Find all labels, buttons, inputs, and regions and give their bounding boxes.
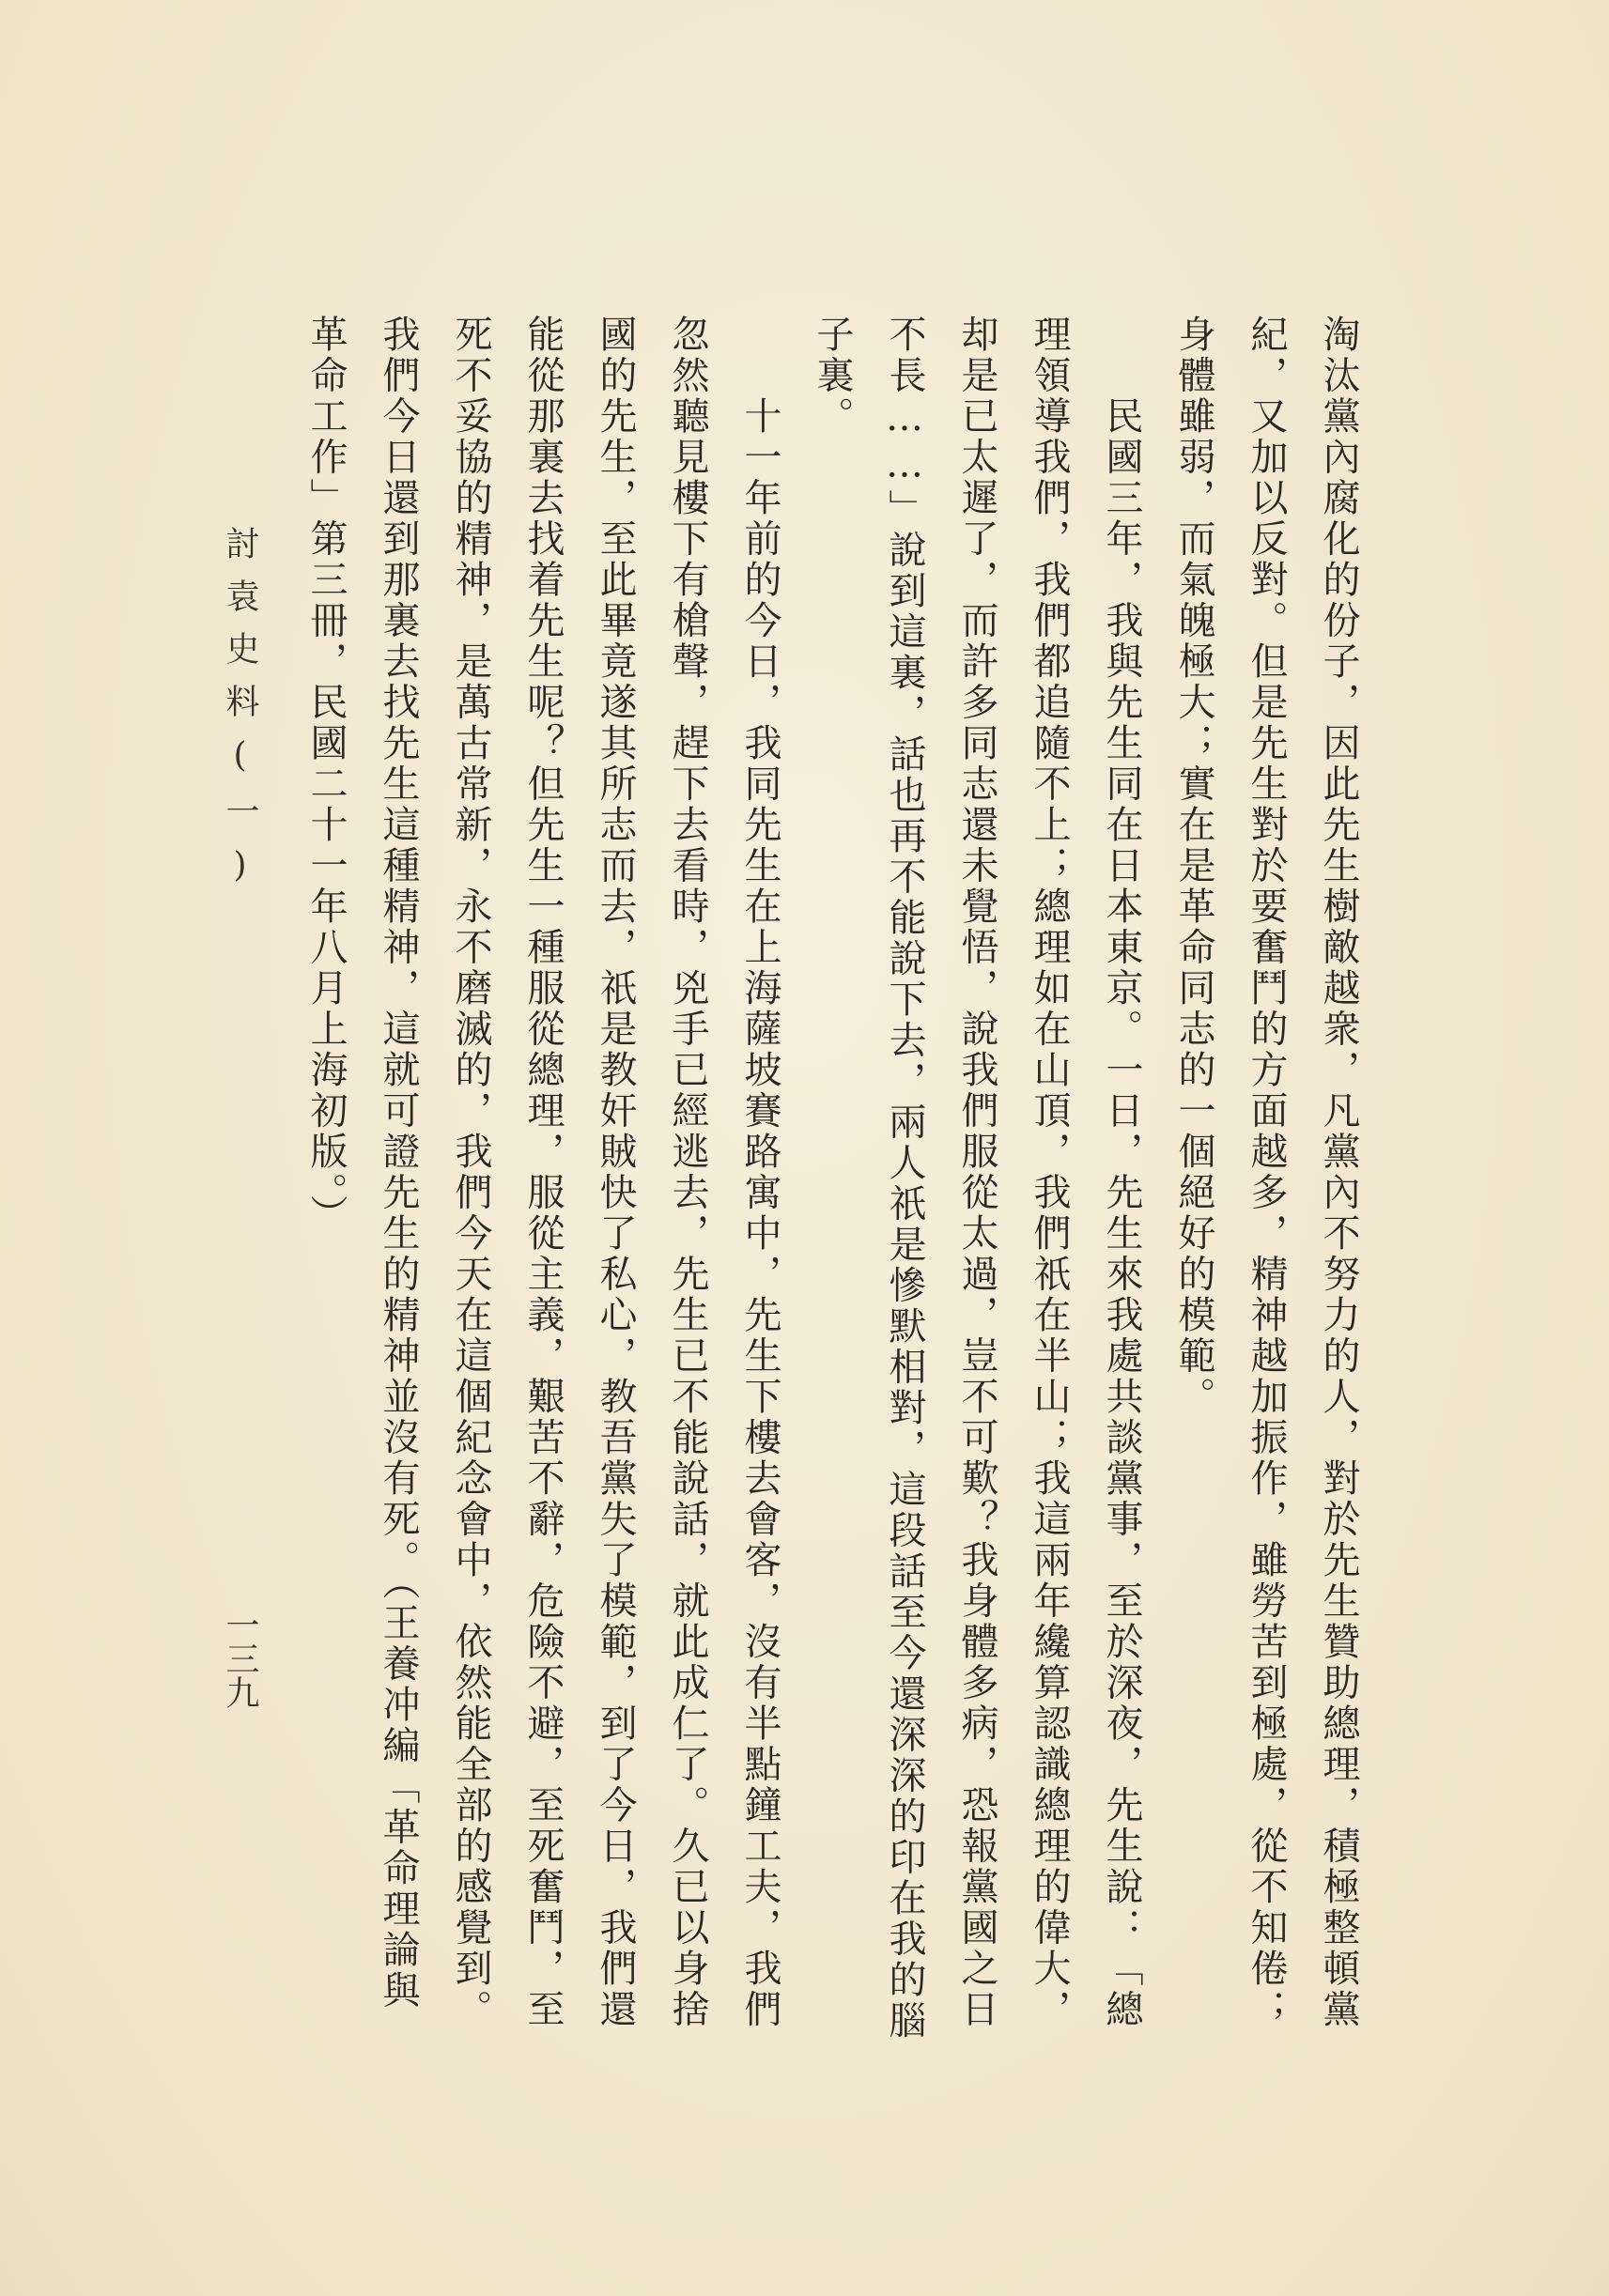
text-column-12: 能從那裏去找着先生呢？但先生一種服從總理，服從主義，艱苦不辭，危險不避，至死奮鬥，至 [521,315,565,2030]
text-column-8: 子裏。 [811,315,854,438]
page-number: 一三九 [221,1608,259,1709]
text-column-4-paragraph-start: 民國三年，我與先生同在日本東京。一日，先生來我處共談黨事，至於深夜，先生說：「總 [1100,396,1143,2030]
text-column-13: 死不妥協的精神，是萬古常新，永不磨滅的，我們今天在這個紀念會中，依然能全部的感覺到。 [449,315,492,2030]
text-column-9-paragraph-start: 十一年前的今日，我同先生在上海薩坡賽路寓中，先生下樓去會客，沒有半點鐘工夫，我們 [738,396,781,2030]
text-column-14: 我們今日還到那裏去找先生這種精神，這就可證先生的精神並沒有死。（王養冲編「革命理論與 [377,315,420,2011]
running-book-title: 討袁史料(一) [221,526,259,903]
text-column-6: 却是已太遲了，而許多同志還未覺悟，說我們服從太過，豈不可歎？我身體多病，恐報黨國之日 [955,315,998,2030]
text-column-5: 理領導我們，我們都追隨不上；總理如在山頂，我們祇在半山；我這兩年纔算認識總理的偉大， [1028,315,1071,2030]
text-column-11: 國的先生，至此畢竟遂其所志而去，祇是教奸賊快了私心，教吾黨失了模範，到了今日，我們還 [594,315,637,2030]
text-column-7: 不長……」說到這裏，話也再不能說下去，兩人祇是慘默相對，這段話至今還深深的印在我的腦 [883,315,926,2042]
text-column-2: 紀，又加以反對。但是先生對於要奮鬥的方面越多，精神越加振作，雖勞苦到極處，從不知倦； [1245,315,1288,2030]
text-column-3: 身體雖弱，而氣魄極大；實在是革命同志的一個絕好的模範。 [1172,315,1215,1418]
text-column-10: 忽然聽見樓下有槍聲，趕下去看時，兇手已經逃去，先生已不能說話，就此成仁了。久已以身捨 [666,315,709,2030]
text-column-1: 淘汰黨內腐化的份子，因此先生樹敵越衆，凡黨內不努力的人，對於先生贊助總理，積極整頓黨 [1317,315,1360,2030]
text-column-15: 革命工作」第三冊，民國二十一年八月上海初版。） [304,315,348,1236]
